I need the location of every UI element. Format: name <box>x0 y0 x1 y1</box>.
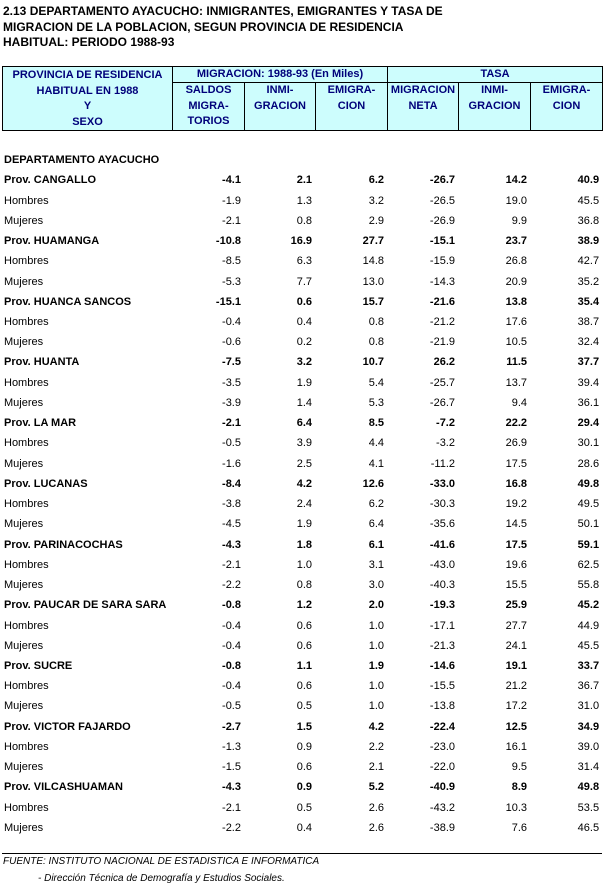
cell-neta: -33.0 <box>429 477 455 490</box>
row-label: Hombres <box>4 801 49 814</box>
row-label: Mujeres <box>4 336 44 349</box>
header-migracion: MIGRACION: 1988-93 (En Miles) <box>173 67 388 83</box>
cell-neta: -21.2 <box>429 315 455 328</box>
cell-tinmi: 17.2 <box>505 700 527 713</box>
row-label: Hombres <box>4 680 49 693</box>
table-title <box>3 4 603 51</box>
cell-temi: 38.7 <box>577 315 600 328</box>
sex-row <box>2 615 602 635</box>
sex-row <box>2 393 602 413</box>
cell-emi: 2.2 <box>368 740 384 753</box>
cell-neta: -17.1 <box>429 619 455 632</box>
cell-saldos: -10.8 <box>215 235 241 248</box>
header-provincia: PROVINCIA DE RESIDENCIA HABITUAL EN 1988 Y SEXO <box>3 67 173 131</box>
cell-saldos: -1.3 <box>222 740 241 753</box>
cell-emi: 2.0 <box>368 599 384 612</box>
cell-saldos: -0.6 <box>222 336 241 349</box>
cell-emi: 10.7 <box>362 356 384 369</box>
cell-inmi: 0.6 <box>296 761 312 774</box>
row-label: Mujeres <box>4 214 44 227</box>
cell-emi: 4.4 <box>368 437 384 450</box>
row-label: Mujeres <box>4 518 44 531</box>
cell-temi: 39.4 <box>577 376 600 389</box>
sex-row <box>2 696 602 716</box>
cell-tinmi: 12.5 <box>505 720 527 733</box>
cell-emi: 2.1 <box>368 761 384 774</box>
cell-neta: -13.8 <box>429 700 455 713</box>
cell-tinmi: 9.5 <box>511 761 527 774</box>
cell-temi: 30.1 <box>577 437 600 450</box>
header-tasa-inmigracion: INMI- GRACION <box>459 83 531 131</box>
cell-neta: -14.6 <box>429 659 455 672</box>
cell-tinmi: 8.9 <box>511 781 527 794</box>
cell-tinmi: 14.2 <box>505 174 527 187</box>
cell-inmi: 0.5 <box>296 801 312 814</box>
cell-temi: 49.5 <box>577 498 600 511</box>
cell-neta: -43.0 <box>429 558 455 571</box>
cell-inmi: 4.2 <box>296 477 312 490</box>
cell-emi: 14.8 <box>362 255 384 268</box>
province-row <box>2 777 602 797</box>
cell-neta: -19.3 <box>429 599 455 612</box>
cell-temi: 35.4 <box>577 295 600 308</box>
cell-inmi: 0.6 <box>296 295 312 308</box>
cell-inmi: 1.3 <box>296 194 312 207</box>
cell-temi: 39.0 <box>577 740 600 753</box>
cell-inmi: 3.9 <box>296 437 312 450</box>
cell-inmi: 16.9 <box>290 235 312 248</box>
cell-inmi: 0.4 <box>296 315 312 328</box>
cell-inmi: 7.7 <box>296 275 312 288</box>
cell-saldos: -2.1 <box>222 417 241 430</box>
cell-neta: -15.5 <box>429 680 455 693</box>
row-label: Mujeres <box>4 275 44 288</box>
row-label: Hombres <box>4 194 49 207</box>
cell-temi: 38.9 <box>577 235 600 248</box>
sex-row <box>2 433 602 453</box>
cell-tinmi: 16.1 <box>505 740 527 753</box>
cell-temi: 36.1 <box>577 396 600 409</box>
cell-saldos: -2.1 <box>222 801 241 814</box>
cell-tinmi: 15.5 <box>505 579 527 592</box>
province-row <box>2 595 602 615</box>
cell-neta: 26.2 <box>433 356 455 369</box>
department-label: DEPARTAMENTO AYACUCHO <box>4 154 160 167</box>
row-label: Prov. CANGALLO <box>4 174 97 187</box>
cell-emi: 1.0 <box>368 700 384 713</box>
cell-saldos: -3.8 <box>222 498 241 511</box>
cell-tinmi: 13.8 <box>505 295 527 308</box>
province-row <box>2 352 602 372</box>
cell-saldos: -2.1 <box>222 214 241 227</box>
cell-neta: -40.9 <box>429 781 455 794</box>
cell-temi: 45.5 <box>577 194 600 207</box>
cell-inmi: 0.2 <box>296 336 312 349</box>
cell-saldos: -2.2 <box>222 579 241 592</box>
cell-inmi: 0.5 <box>296 700 312 713</box>
row-label: Prov. LA MAR <box>4 417 77 430</box>
cell-emi: 3.1 <box>368 558 384 571</box>
cell-tinmi: 23.7 <box>505 235 527 248</box>
row-label: Prov. HUANTA <box>4 356 80 369</box>
cell-saldos: -8.5 <box>222 255 241 268</box>
sex-row <box>2 737 602 757</box>
sex-row <box>2 332 602 352</box>
cell-saldos: -2.1 <box>222 558 241 571</box>
row-label: Hombres <box>4 376 49 389</box>
row-label: Prov. SUCRE <box>4 659 73 672</box>
sex-row <box>2 575 602 595</box>
cell-emi: 5.4 <box>368 376 384 389</box>
cell-emi: 1.0 <box>368 619 384 632</box>
cell-emi: 6.2 <box>368 498 384 511</box>
cell-saldos: -4.5 <box>222 518 241 531</box>
cell-temi: 34.9 <box>577 720 600 733</box>
cell-saldos: -15.1 <box>215 295 241 308</box>
header-tasa-emigracion: EMIGRA- CION <box>531 83 603 131</box>
cell-temi: 55.8 <box>577 579 600 592</box>
table-header <box>2 66 603 131</box>
cell-temi: 35.2 <box>577 275 600 288</box>
cell-temi: 50.1 <box>577 518 600 531</box>
cell-temi: 31.0 <box>577 700 600 713</box>
cell-inmi: 1.0 <box>296 558 312 571</box>
cell-temi: 31.4 <box>577 761 600 774</box>
cell-temi: 29.4 <box>577 417 600 430</box>
header-tasa: TASA <box>388 67 603 83</box>
cell-tinmi: 19.6 <box>505 558 527 571</box>
cell-neta: -21.6 <box>429 295 455 308</box>
cell-emi: 6.2 <box>368 174 384 187</box>
cell-tinmi: 20.9 <box>505 275 527 288</box>
cell-tinmi: 26.8 <box>505 255 527 268</box>
cell-saldos: -0.5 <box>222 437 241 450</box>
row-label: Hombres <box>4 558 49 571</box>
row-label: Prov. VICTOR FAJARDO <box>4 720 131 733</box>
cell-tinmi: 7.6 <box>511 821 527 834</box>
cell-inmi: 1.9 <box>296 376 312 389</box>
cell-temi: 49.8 <box>577 781 600 794</box>
row-label: Mujeres <box>4 700 44 713</box>
cell-inmi: 0.6 <box>296 639 312 652</box>
data-table <box>2 150 602 838</box>
cell-inmi: 6.4 <box>296 417 312 430</box>
sex-row <box>2 211 602 231</box>
cell-temi: 45.5 <box>577 639 600 652</box>
cell-emi: 6.1 <box>368 538 384 551</box>
row-label: Prov. HUANCA SANCOS <box>4 295 132 308</box>
cell-neta: -26.7 <box>429 396 455 409</box>
cell-saldos: -1.5 <box>222 761 241 774</box>
cell-saldos: -1.6 <box>222 457 241 470</box>
province-row <box>2 717 602 737</box>
cell-inmi: 0.9 <box>296 781 312 794</box>
footer-rule <box>2 853 602 854</box>
province-row <box>2 474 602 494</box>
cell-temi: 53.5 <box>577 801 600 814</box>
cell-inmi: 0.6 <box>296 619 312 632</box>
cell-saldos: -0.4 <box>222 619 241 632</box>
sex-row <box>2 454 602 474</box>
cell-tinmi: 16.8 <box>505 477 527 490</box>
cell-saldos: -2.2 <box>222 821 241 834</box>
cell-emi: 15.7 <box>362 295 384 308</box>
cell-saldos: -4.3 <box>222 781 241 794</box>
row-label: Mujeres <box>4 457 44 470</box>
cell-tinmi: 17.5 <box>505 538 527 551</box>
header-inmigracion: INMI- GRACION <box>245 83 316 131</box>
row-label: Prov. LUCANAS <box>4 477 88 490</box>
row-label: Hombres <box>4 740 49 753</box>
row-label: Hombres <box>4 437 49 450</box>
cell-inmi: 3.2 <box>296 356 312 369</box>
cell-neta: -21.9 <box>429 336 455 349</box>
row-label: Mujeres <box>4 639 44 652</box>
row-label: Prov. PARINACOCHAS <box>4 538 123 551</box>
cell-neta: -40.3 <box>429 579 455 592</box>
cell-temi: 33.7 <box>577 659 600 672</box>
row-label: Mujeres <box>4 579 44 592</box>
row-label: Hombres <box>4 498 49 511</box>
cell-neta: -3.2 <box>436 437 455 450</box>
cell-temi: 36.7 <box>577 680 600 693</box>
cell-tinmi: 19.2 <box>505 498 527 511</box>
cell-emi: 1.0 <box>368 639 384 652</box>
cell-tinmi: 14.5 <box>505 518 527 531</box>
cell-saldos: -0.4 <box>222 680 241 693</box>
cell-tinmi: 17.6 <box>505 315 527 328</box>
department-row <box>2 150 602 170</box>
cell-tinmi: 26.9 <box>505 437 527 450</box>
sex-row <box>2 373 602 393</box>
row-label: Prov. PAUCAR DE SARA SARA <box>4 599 167 612</box>
cell-emi: 5.3 <box>368 396 384 409</box>
cell-saldos: -0.8 <box>222 659 241 672</box>
cell-emi: 27.7 <box>362 235 384 248</box>
title-line-1: 2.13 DEPARTAMENTO AYACUCHO: INMIGRANTES, EMIGRANTES Y TASA DE <box>3 4 443 18</box>
cell-tinmi: 10.5 <box>505 336 527 349</box>
cell-tinmi: 22.2 <box>505 417 527 430</box>
cell-saldos: -4.1 <box>222 174 241 187</box>
cell-neta: -21.3 <box>429 639 455 652</box>
province-row <box>2 413 602 433</box>
cell-emi: 8.5 <box>368 417 384 430</box>
cell-neta: -35.6 <box>429 518 455 531</box>
sex-row <box>2 251 602 271</box>
cell-inmi: 6.3 <box>296 255 312 268</box>
cell-inmi: 1.4 <box>296 396 312 409</box>
province-row <box>2 231 602 251</box>
sex-row <box>2 514 602 534</box>
cell-emi: 3.2 <box>368 194 384 207</box>
cell-emi: 2.9 <box>368 214 384 227</box>
cell-emi: 3.0 <box>368 579 384 592</box>
sex-row <box>2 312 602 332</box>
cell-temi: 40.9 <box>577 174 600 187</box>
cell-tinmi: 24.1 <box>505 639 527 652</box>
row-label: Hombres <box>4 315 49 328</box>
cell-temi: 49.8 <box>577 477 600 490</box>
source-subnote: - Dirección Técnica de Demografía y Estudios Sociales. <box>38 873 285 884</box>
cell-emi: 6.4 <box>368 518 384 531</box>
sex-row <box>2 190 602 210</box>
row-label: Mujeres <box>4 821 44 834</box>
cell-inmi: 2.4 <box>296 498 312 511</box>
province-row <box>2 170 602 190</box>
cell-saldos: -2.7 <box>222 720 241 733</box>
cell-saldos: -7.5 <box>222 356 241 369</box>
cell-inmi: 0.6 <box>296 680 312 693</box>
cell-emi: 5.2 <box>368 781 384 794</box>
row-label: Hombres <box>4 255 49 268</box>
cell-neta: -30.3 <box>429 498 455 511</box>
header-saldos: SALDOS MIGRA- TORIOS <box>173 83 245 131</box>
cell-inmi: 2.1 <box>296 174 312 187</box>
cell-saldos: -8.4 <box>222 477 241 490</box>
cell-inmi: 2.5 <box>296 457 312 470</box>
cell-saldos: -3.9 <box>222 396 241 409</box>
row-label: Prov. HUAMANGA <box>4 235 100 248</box>
cell-saldos: -4.3 <box>222 538 241 551</box>
cell-emi: 2.6 <box>368 821 384 834</box>
source-note: FUENTE: INSTITUTO NACIONAL DE ESTADISTICA E INFORMATICA <box>3 856 320 867</box>
cell-saldos: -5.3 <box>222 275 241 288</box>
title-line-3: HABITUAL: PERIODO 1988-93 <box>3 35 175 49</box>
cell-emi: 4.2 <box>368 720 384 733</box>
sex-row <box>2 818 602 838</box>
cell-temi: 28.6 <box>577 457 600 470</box>
cell-emi: 1.0 <box>368 680 384 693</box>
cell-temi: 45.2 <box>577 599 600 612</box>
cell-neta: -41.6 <box>429 538 455 551</box>
province-row <box>2 292 602 312</box>
cell-neta: -11.2 <box>430 457 455 470</box>
province-row <box>2 656 602 676</box>
cell-temi: 62.5 <box>577 558 600 571</box>
row-label: Hombres <box>4 619 49 632</box>
cell-neta: -25.7 <box>429 376 455 389</box>
cell-neta: -26.5 <box>429 194 455 207</box>
cell-tinmi: 9.4 <box>511 396 527 409</box>
cell-tinmi: 9.9 <box>511 214 527 227</box>
title-line-2: MIGRACION DE LA POBLACION, SEGUN PROVINCIA DE RESIDENCIA <box>3 19 404 34</box>
header-migracion-neta: MIGRACION NETA <box>388 83 459 131</box>
cell-neta: -26.7 <box>429 174 455 187</box>
cell-tinmi: 21.2 <box>505 680 527 693</box>
sex-row <box>2 798 602 818</box>
cell-emi: 2.6 <box>368 801 384 814</box>
header-emigracion: EMIGRA- CION <box>316 83 388 131</box>
cell-inmi: 0.9 <box>296 740 312 753</box>
cell-temi: 59.1 <box>577 538 600 551</box>
cell-neta: -15.1 <box>429 235 455 248</box>
cell-emi: 13.0 <box>362 275 384 288</box>
row-label: Mujeres <box>4 761 44 774</box>
cell-tinmi: 25.9 <box>505 599 527 612</box>
cell-temi: 36.8 <box>577 214 600 227</box>
province-row <box>2 534 602 554</box>
row-label: Mujeres <box>4 396 44 409</box>
cell-temi: 32.4 <box>577 336 600 349</box>
cell-saldos: -3.5 <box>222 376 241 389</box>
cell-emi: 0.8 <box>368 315 384 328</box>
cell-temi: 44.9 <box>577 619 600 632</box>
cell-emi: 0.8 <box>368 336 384 349</box>
cell-temi: 42.7 <box>577 255 600 268</box>
sex-row <box>2 494 602 514</box>
cell-neta: -23.0 <box>429 740 455 753</box>
cell-neta: -26.9 <box>429 214 455 227</box>
cell-inmi: 0.4 <box>296 821 312 834</box>
sex-row <box>2 676 602 696</box>
cell-tinmi: 19.1 <box>505 659 527 672</box>
cell-emi: 4.1 <box>368 457 384 470</box>
cell-inmi: 0.8 <box>296 579 312 592</box>
cell-tinmi: 27.7 <box>505 619 527 632</box>
cell-neta: -15.9 <box>429 255 455 268</box>
cell-saldos: -0.4 <box>222 639 241 652</box>
cell-inmi: 1.9 <box>296 518 312 531</box>
cell-saldos: -0.5 <box>222 700 241 713</box>
cell-tinmi: 19.0 <box>505 194 527 207</box>
cell-emi: 12.6 <box>362 477 384 490</box>
cell-neta: -22.4 <box>429 720 455 733</box>
cell-neta: -43.2 <box>429 801 455 814</box>
cell-inmi: 1.2 <box>296 599 312 612</box>
sex-row <box>2 271 602 291</box>
cell-neta: -38.9 <box>429 821 455 834</box>
cell-temi: 37.7 <box>577 356 600 369</box>
sex-row <box>2 636 602 656</box>
sex-row <box>2 757 602 777</box>
cell-inmi: 1.5 <box>296 720 312 733</box>
cell-inmi: 1.8 <box>296 538 312 551</box>
cell-neta: -22.0 <box>429 761 455 774</box>
cell-emi: 1.9 <box>368 659 384 672</box>
row-label: Prov. VILCASHUAMAN <box>4 781 123 794</box>
cell-tinmi: 13.7 <box>505 376 527 389</box>
cell-tinmi: 17.5 <box>505 457 527 470</box>
cell-saldos: -0.4 <box>222 315 241 328</box>
cell-saldos: -0.8 <box>222 599 241 612</box>
cell-tinmi: 10.3 <box>505 801 527 814</box>
cell-inmi: 1.1 <box>296 659 312 672</box>
cell-inmi: 0.8 <box>296 214 312 227</box>
cell-temi: 46.5 <box>577 821 600 834</box>
cell-neta: -7.2 <box>436 417 455 430</box>
cell-saldos: -1.9 <box>222 194 241 207</box>
sex-row <box>2 555 602 575</box>
cell-tinmi: 11.5 <box>506 356 527 369</box>
cell-neta: -14.3 <box>429 275 455 288</box>
